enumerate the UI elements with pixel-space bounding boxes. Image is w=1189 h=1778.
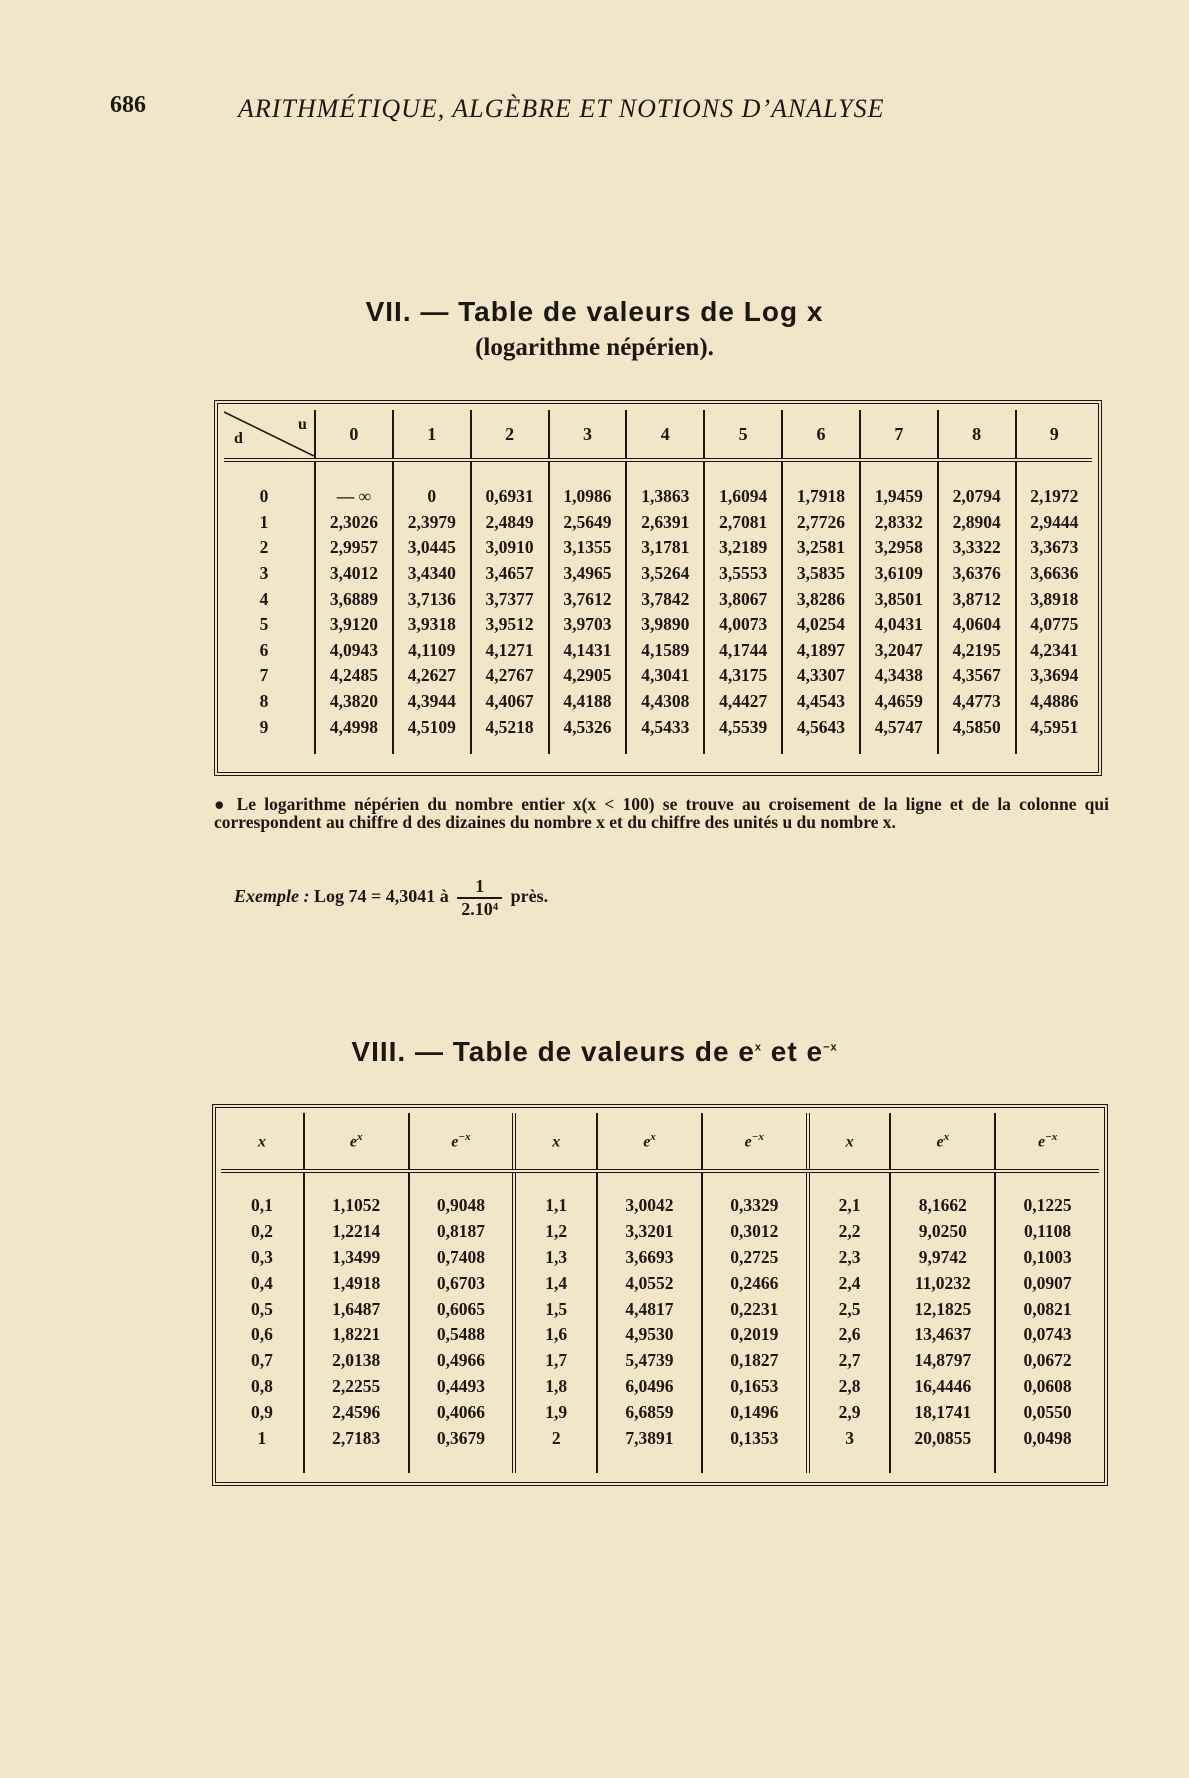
log-cell: 3,7612 bbox=[549, 586, 627, 612]
header-base: e bbox=[744, 1133, 752, 1151]
example-label: Exemple : bbox=[234, 886, 310, 907]
log-table bbox=[224, 410, 1092, 754]
exp-cell: 2,5 bbox=[808, 1296, 891, 1322]
log-col-header-4: 4 bbox=[626, 410, 704, 460]
exp-col-header bbox=[890, 1113, 995, 1171]
table-row bbox=[224, 663, 1092, 689]
exp-cell: 2,2 bbox=[808, 1219, 891, 1245]
exp-cell: 2,9 bbox=[808, 1399, 891, 1425]
exp-cell: 0,0550 bbox=[995, 1399, 1099, 1425]
exp-cell: 2,4 bbox=[808, 1270, 891, 1296]
exp-col-header bbox=[995, 1113, 1099, 1171]
exp-cell: 0,4066 bbox=[409, 1399, 515, 1425]
log-cell: 0,6931 bbox=[471, 484, 549, 510]
log-cell: 4,1271 bbox=[471, 638, 549, 664]
log-cell: 4,4886 bbox=[1016, 689, 1092, 715]
log-cell: 3,4012 bbox=[315, 561, 393, 587]
log-cell: 3,9512 bbox=[471, 612, 549, 638]
table-bottom-row bbox=[224, 740, 1092, 754]
table-row bbox=[221, 1322, 1099, 1348]
log-cell: 2,7081 bbox=[704, 510, 782, 536]
table-row bbox=[221, 1193, 1099, 1219]
section8-title-sup2: −x bbox=[823, 1041, 838, 1054]
log-col-header-6: 6 bbox=[782, 410, 860, 460]
exp-col-header bbox=[514, 1113, 597, 1171]
table-row bbox=[221, 1425, 1099, 1451]
table-row bbox=[221, 1219, 1099, 1245]
fraction-denominator: 2.10⁴ bbox=[461, 899, 499, 919]
log-cell: 3,5835 bbox=[782, 561, 860, 587]
exp-cell: 0,3679 bbox=[409, 1425, 515, 1451]
log-cell: 3,9120 bbox=[315, 612, 393, 638]
example-fraction bbox=[457, 876, 502, 920]
exp-cell: 0,2231 bbox=[702, 1296, 808, 1322]
log-cell: 4,4188 bbox=[549, 689, 627, 715]
exp-cell: 1,6487 bbox=[304, 1296, 409, 1322]
exp-cell: 2,3 bbox=[808, 1245, 891, 1271]
log-col-header-3: 3 bbox=[549, 410, 627, 460]
exp-cell: 1 bbox=[257, 1427, 267, 1448]
exp-cell: 6,6859 bbox=[597, 1399, 702, 1425]
log-cell: 4,2341 bbox=[1016, 638, 1092, 664]
exp-cell: 1,8 bbox=[514, 1374, 597, 1400]
exp-cell: 1,6 bbox=[514, 1322, 597, 1348]
log-cell: 4,4659 bbox=[860, 689, 938, 715]
exp-cell: 1,4 bbox=[514, 1270, 597, 1296]
exp-cell: 2,0138 bbox=[304, 1348, 409, 1374]
table-row bbox=[224, 612, 1092, 638]
table-row bbox=[221, 1374, 1099, 1400]
log-cell: 3,0445 bbox=[393, 535, 471, 561]
exp-cell: 9,0250 bbox=[890, 1219, 995, 1245]
log-cell: 2,3026 bbox=[315, 510, 393, 536]
header-base: x bbox=[552, 1133, 561, 1151]
exp-cell: 8,1662 bbox=[890, 1193, 995, 1219]
log-cell: 4,5539 bbox=[704, 714, 782, 740]
log-cell: 4,0431 bbox=[860, 612, 938, 638]
row-label-d: 1 bbox=[259, 511, 269, 532]
exp-cell: 0,3329 bbox=[702, 1193, 808, 1219]
exp-cell: 3,6693 bbox=[597, 1245, 702, 1271]
log-cell: 2,8904 bbox=[938, 510, 1016, 536]
log-cell: 3,5553 bbox=[704, 561, 782, 587]
log-cell: 4,1109 bbox=[393, 638, 471, 664]
exp-cell: 0,4493 bbox=[409, 1374, 515, 1400]
exp-cell: 0,0743 bbox=[995, 1322, 1099, 1348]
log-cell: 4,1744 bbox=[704, 638, 782, 664]
page-number: 686 bbox=[110, 92, 146, 118]
log-cell: 3,4965 bbox=[549, 561, 627, 587]
exp-cell: 0,7408 bbox=[409, 1245, 515, 1271]
exp-cell: 0,9048 bbox=[409, 1193, 515, 1219]
exp-cell: 2,7183 bbox=[304, 1425, 409, 1451]
log-cell: 4,3944 bbox=[393, 689, 471, 715]
log-cell: 4,5747 bbox=[860, 714, 938, 740]
row-label-d: 8 bbox=[259, 691, 269, 712]
header-exponent: −x bbox=[751, 1130, 764, 1143]
header-exponent: −x bbox=[1045, 1130, 1058, 1143]
row-label-d: 9 bbox=[259, 716, 269, 737]
log-cell: 3,9890 bbox=[626, 612, 704, 638]
log-cell: 4,3820 bbox=[315, 689, 393, 715]
exp-cell: 0,1225 bbox=[995, 1193, 1099, 1219]
corner-label-d: d bbox=[234, 430, 243, 447]
log-cell: 2,6391 bbox=[626, 510, 704, 536]
log-cell: 4,4543 bbox=[782, 689, 860, 715]
exp-cell: 0,3012 bbox=[702, 1219, 808, 1245]
log-cell: 4,0604 bbox=[938, 612, 1016, 638]
table-row bbox=[224, 586, 1092, 612]
exp-cell: 16,4446 bbox=[890, 1374, 995, 1400]
log-cell: 2,4849 bbox=[471, 510, 549, 536]
log-cell: 4,5326 bbox=[549, 714, 627, 740]
log-cell: 3,9318 bbox=[393, 612, 471, 638]
exp-cell: 0,5 bbox=[250, 1298, 273, 1319]
row-label-d: 2 bbox=[259, 537, 269, 558]
table-row bbox=[221, 1296, 1099, 1322]
log-cell: 2,8332 bbox=[860, 510, 938, 536]
log-cell: 2,9957 bbox=[315, 535, 393, 561]
exp-cell: 2,7 bbox=[808, 1348, 891, 1374]
log-cell: 4,2195 bbox=[938, 638, 1016, 664]
exp-col-header bbox=[304, 1113, 409, 1171]
exp-cell: 3,0042 bbox=[597, 1193, 702, 1219]
exp-cell: 4,0552 bbox=[597, 1270, 702, 1296]
table-spacer-row bbox=[224, 460, 1092, 484]
log-col-header-5: 5 bbox=[704, 410, 782, 460]
log-cell: 4,0254 bbox=[782, 612, 860, 638]
exp-cell: 0,1827 bbox=[702, 1348, 808, 1374]
exp-cell: 0,0821 bbox=[995, 1296, 1099, 1322]
log-cell: 3,6109 bbox=[860, 561, 938, 587]
exp-cell: 0,2 bbox=[250, 1221, 273, 1242]
log-cell: 4,2767 bbox=[471, 663, 549, 689]
exp-cell: 1,2 bbox=[514, 1219, 597, 1245]
exp-cell: 0,4966 bbox=[409, 1348, 515, 1374]
corner-label-u: u bbox=[298, 416, 307, 433]
log-cell: 4,3567 bbox=[938, 663, 1016, 689]
exp-cell: 0,1653 bbox=[702, 1374, 808, 1400]
section8-title-prefix: VIII. — Table de valeurs de e bbox=[351, 1036, 755, 1067]
log-cell: 2,5649 bbox=[549, 510, 627, 536]
header-exponent: x bbox=[943, 1130, 950, 1143]
exp-col-header bbox=[702, 1113, 808, 1171]
log-cell: 2,9444 bbox=[1016, 510, 1092, 536]
exp-cell: 0,1 bbox=[250, 1195, 273, 1216]
exp-cell: 9,9742 bbox=[890, 1245, 995, 1271]
exp-cell: 0,6 bbox=[250, 1324, 273, 1345]
log-cell: 3,9703 bbox=[549, 612, 627, 638]
log-cell: 3,5264 bbox=[626, 561, 704, 587]
row-label-d: 7 bbox=[259, 665, 269, 686]
exp-cell: 12,1825 bbox=[890, 1296, 995, 1322]
exp-cell: 11,0232 bbox=[890, 1270, 995, 1296]
log-col-header-7: 7 bbox=[860, 410, 938, 460]
log-cell: 3,6889 bbox=[315, 586, 393, 612]
exp-cell: 0,7 bbox=[250, 1350, 273, 1371]
log-cell: 4,4308 bbox=[626, 689, 704, 715]
exp-cell: 1,5 bbox=[514, 1296, 597, 1322]
log-cell: 3,8918 bbox=[1016, 586, 1092, 612]
header-base: e bbox=[643, 1133, 651, 1151]
log-cell: 4,1897 bbox=[782, 638, 860, 664]
row-label-d: 6 bbox=[259, 639, 269, 660]
log-cell: 1,7918 bbox=[782, 484, 860, 510]
log-cell: 4,4998 bbox=[315, 714, 393, 740]
section8-title-mid: et e bbox=[762, 1036, 824, 1067]
log-cell: 3,2189 bbox=[704, 535, 782, 561]
log-example bbox=[234, 876, 548, 920]
log-cell: 1,3863 bbox=[626, 484, 704, 510]
section7-subtitle: (logarithme népérien). bbox=[475, 334, 714, 361]
exp-cell: 1,3499 bbox=[304, 1245, 409, 1271]
exp-cell: 0,0498 bbox=[995, 1425, 1099, 1451]
exp-col-header bbox=[221, 1113, 304, 1171]
exp-cell: 1,7 bbox=[514, 1348, 597, 1374]
log-cell: 3,8067 bbox=[704, 586, 782, 612]
table-bottom-row bbox=[221, 1451, 1099, 1473]
section8-title bbox=[0, 1036, 1189, 1068]
log-cell: 0 bbox=[393, 484, 471, 510]
log-table-note: ● Le logarithme népérien du nombre entier x(x < 100) se trouve au croisement de la ligne et de la colonne qui correspondent au chiffre d des dizaines du nombre x et du chiffre des unités u du nombre x. bbox=[214, 794, 1109, 832]
table-row bbox=[224, 510, 1092, 536]
exp-cell: 1,1 bbox=[514, 1193, 597, 1219]
exp-cell: 3 bbox=[808, 1425, 891, 1451]
table-row bbox=[224, 638, 1092, 664]
exp-cell: 0,0672 bbox=[995, 1348, 1099, 1374]
row-label-d: 4 bbox=[259, 588, 269, 609]
exp-cell: 14,8797 bbox=[890, 1348, 995, 1374]
row-label-d: 0 bbox=[259, 486, 269, 507]
exp-cell: 0,0907 bbox=[995, 1270, 1099, 1296]
log-cell: 3,7136 bbox=[393, 586, 471, 612]
header-exponent: x bbox=[356, 1130, 363, 1143]
log-cell: 4,5951 bbox=[1016, 714, 1092, 740]
log-cell: 2,7726 bbox=[782, 510, 860, 536]
log-cell: 1,9459 bbox=[860, 484, 938, 510]
log-cell: 3,7377 bbox=[471, 586, 549, 612]
exp-cell: 7,3891 bbox=[597, 1425, 702, 1451]
log-cell: 3,2958 bbox=[860, 535, 938, 561]
exp-cell: 0,6065 bbox=[409, 1296, 515, 1322]
log-cell: 3,4657 bbox=[471, 561, 549, 587]
exp-cell: 1,9 bbox=[514, 1399, 597, 1425]
header-exponent: x bbox=[650, 1130, 656, 1143]
header-base: x bbox=[257, 1133, 266, 1151]
log-cell: — ∞ bbox=[315, 484, 393, 510]
log-col-header-0: 0 bbox=[315, 410, 393, 460]
log-cell: 3,8286 bbox=[782, 586, 860, 612]
exp-cell: 0,2466 bbox=[702, 1270, 808, 1296]
log-cell: 3,8501 bbox=[860, 586, 938, 612]
log-cell: 3,3694 bbox=[1016, 663, 1092, 689]
exp-cell: 0,8187 bbox=[409, 1219, 515, 1245]
log-cell: 4,0073 bbox=[704, 612, 782, 638]
exp-table bbox=[221, 1113, 1099, 1473]
exp-cell: 0,1353 bbox=[702, 1425, 808, 1451]
exp-cell: 1,2214 bbox=[304, 1219, 409, 1245]
log-cell: 3,4340 bbox=[393, 561, 471, 587]
log-cell: 3,1781 bbox=[626, 535, 704, 561]
log-col-header-8: 8 bbox=[938, 410, 1016, 460]
exp-cell: 1,8221 bbox=[304, 1322, 409, 1348]
log-cell: 4,1589 bbox=[626, 638, 704, 664]
log-cell: 4,3041 bbox=[626, 663, 704, 689]
exp-cell: 2 bbox=[514, 1425, 597, 1451]
exp-cell: 3,3201 bbox=[597, 1219, 702, 1245]
header-base: e bbox=[349, 1133, 357, 1151]
log-cell: 4,5433 bbox=[626, 714, 704, 740]
log-cell: 4,4773 bbox=[938, 689, 1016, 715]
fraction-numerator: 1 bbox=[457, 876, 502, 899]
log-table-corner bbox=[224, 410, 315, 460]
header-base: e bbox=[451, 1133, 459, 1151]
exp-cell: 4,9530 bbox=[597, 1322, 702, 1348]
table-row bbox=[224, 561, 1092, 587]
exp-cell: 0,6703 bbox=[409, 1270, 515, 1296]
log-cell: 3,2581 bbox=[782, 535, 860, 561]
exp-cell: 1,1052 bbox=[304, 1193, 409, 1219]
log-cell: 3,6636 bbox=[1016, 561, 1092, 587]
log-cell: 4,0943 bbox=[315, 638, 393, 664]
exp-col-header bbox=[808, 1113, 891, 1171]
log-cell: 4,2905 bbox=[549, 663, 627, 689]
log-cell: 2,0794 bbox=[938, 484, 1016, 510]
exp-cell: 5,4739 bbox=[597, 1348, 702, 1374]
exp-cell: 0,4 bbox=[250, 1272, 273, 1293]
section8-title-sup1: x bbox=[754, 1041, 763, 1054]
section7-title: VII. — Table de valeurs de Log x bbox=[365, 296, 824, 327]
example-suffix: près. bbox=[510, 886, 549, 907]
exp-cell: 4,4817 bbox=[597, 1296, 702, 1322]
table-row bbox=[221, 1348, 1099, 1374]
log-col-header-9: 9 bbox=[1016, 410, 1092, 460]
table-row bbox=[224, 689, 1092, 715]
exp-cell: 2,4596 bbox=[304, 1399, 409, 1425]
log-cell: 1,6094 bbox=[704, 484, 782, 510]
table-row bbox=[221, 1245, 1099, 1271]
exp-cell: 1,3 bbox=[514, 1245, 597, 1271]
exp-cell: 0,1496 bbox=[702, 1399, 808, 1425]
exp-cell: 0,1003 bbox=[995, 1245, 1099, 1271]
running-header: ARITHMÉTIQUE, ALGÈBRE ET NOTIONS D’ANALYSE bbox=[238, 94, 885, 123]
log-cell: 3,7842 bbox=[626, 586, 704, 612]
header-base: x bbox=[845, 1133, 854, 1151]
log-cell: 2,1972 bbox=[1016, 484, 1092, 510]
exp-cell: 0,1108 bbox=[995, 1219, 1099, 1245]
exp-cell: 0,8 bbox=[250, 1375, 273, 1396]
exp-cell: 0,5488 bbox=[409, 1322, 515, 1348]
log-cell: 3,8712 bbox=[938, 586, 1016, 612]
log-cell: 1,0986 bbox=[549, 484, 627, 510]
exp-cell: 2,1 bbox=[808, 1193, 891, 1219]
table-spacer-row bbox=[221, 1171, 1099, 1193]
log-cell: 4,2627 bbox=[393, 663, 471, 689]
log-cell: 4,4427 bbox=[704, 689, 782, 715]
log-cell: 3,0910 bbox=[471, 535, 549, 561]
log-col-header-1: 1 bbox=[393, 410, 471, 460]
log-table-frame bbox=[214, 400, 1102, 776]
exp-cell: 2,6 bbox=[808, 1322, 891, 1348]
exp-cell: 0,0608 bbox=[995, 1374, 1099, 1400]
example-text: Log 74 = 4,3041 à bbox=[313, 886, 449, 907]
log-cell: 3,3322 bbox=[938, 535, 1016, 561]
header-base: e bbox=[936, 1133, 944, 1151]
log-cell: 4,1431 bbox=[549, 638, 627, 664]
log-cell: 4,3175 bbox=[704, 663, 782, 689]
row-label-d: 3 bbox=[259, 563, 269, 584]
table-row bbox=[224, 714, 1092, 740]
log-cell: 3,1355 bbox=[549, 535, 627, 561]
exp-col-header bbox=[409, 1113, 515, 1171]
log-cell: 4,4067 bbox=[471, 689, 549, 715]
table-row bbox=[224, 535, 1092, 561]
header-exponent: −x bbox=[458, 1130, 471, 1143]
exp-cell: 1,4918 bbox=[304, 1270, 409, 1296]
table-row bbox=[224, 484, 1092, 510]
log-cell: 4,5643 bbox=[782, 714, 860, 740]
header-base: e bbox=[1037, 1133, 1046, 1151]
log-cell: 3,2047 bbox=[860, 638, 938, 664]
exp-cell: 0,2725 bbox=[702, 1245, 808, 1271]
log-cell: 4,3307 bbox=[782, 663, 860, 689]
exp-cell: 6,0496 bbox=[597, 1374, 702, 1400]
row-label-d: 5 bbox=[259, 614, 269, 635]
log-cell: 4,0775 bbox=[1016, 612, 1092, 638]
exp-cell: 13,4637 bbox=[890, 1322, 995, 1348]
log-cell: 3,6376 bbox=[938, 561, 1016, 587]
exp-cell: 0,2019 bbox=[702, 1322, 808, 1348]
log-cell: 4,2485 bbox=[315, 663, 393, 689]
log-cell: 4,3438 bbox=[860, 663, 938, 689]
exp-cell: 2,2255 bbox=[304, 1374, 409, 1400]
exp-cell: 0,3 bbox=[250, 1246, 273, 1267]
exp-cell: 20,0855 bbox=[890, 1425, 995, 1451]
exp-cell: 0,9 bbox=[250, 1401, 273, 1422]
log-cell: 4,5218 bbox=[471, 714, 549, 740]
log-cell: 4,5850 bbox=[938, 714, 1016, 740]
exp-col-header bbox=[597, 1113, 702, 1171]
exp-cell: 18,1741 bbox=[890, 1399, 995, 1425]
log-cell: 4,5109 bbox=[393, 714, 471, 740]
table-row bbox=[221, 1399, 1099, 1425]
exp-table-frame bbox=[212, 1104, 1108, 1486]
log-cell: 2,3979 bbox=[393, 510, 471, 536]
log-cell: 3,3673 bbox=[1016, 535, 1092, 561]
table-row bbox=[221, 1270, 1099, 1296]
log-col-header-2: 2 bbox=[471, 410, 549, 460]
exp-cell: 2,8 bbox=[808, 1374, 891, 1400]
